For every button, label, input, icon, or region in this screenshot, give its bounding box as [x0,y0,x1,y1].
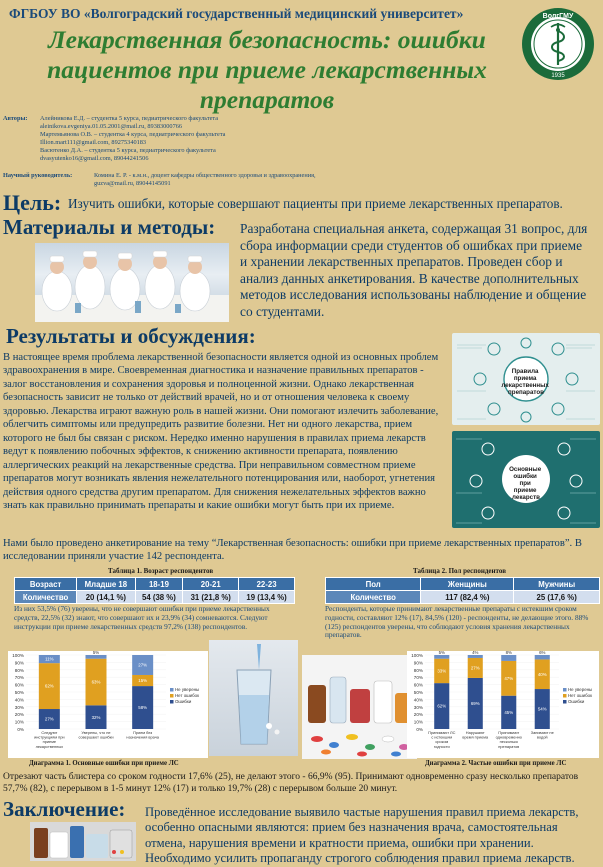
category-label: Принимают ЛС [428,730,456,735]
category-label: время приема [462,734,489,740]
table-cell: 25 (17,6 %) [514,591,600,604]
bar-value-label: 32% [91,714,101,720]
table-header-cell: Пол [326,578,421,591]
table-cell: Количество [15,591,77,604]
bar-value-label: 4% [472,651,479,655]
bar-value-label: 40% [537,671,547,677]
y-tick-label: 40% [14,697,24,703]
authors-block [3,115,523,171]
bar-value-label: 62% [44,683,54,689]
legend-label: Не уверены [568,687,593,692]
left-stats: Из них 53,5% (76) уверены, что не совершают ошибки при приеме лекарственных средств, 22,5% (32) знают, что совершают их и 23,9% (34) сомневаются. Следуют инструкции при приеме лекарственных средств 97,2% (138) респондентов. [14,604,270,631]
methods-line: анализ данных анкетирования. В качестве дополнительных [240,270,579,286]
supervisor-label: Научный руководитель: [3,172,73,179]
y-tick-label: 50% [413,690,423,695]
title-line: пациентов при приеме лекарственных [47,55,487,84]
bar-value-label: 5% [92,651,100,655]
table-cell: 19 (13,4 %) [239,591,295,604]
y-tick-label: 90% [14,660,24,666]
category-label: инструкциям при [34,734,65,740]
y-tick-label: 70% [14,675,24,681]
errors-infographic [452,431,600,528]
methods-text [240,221,600,321]
table-header-cell: 18-19 [135,578,183,591]
conclusion-text: Проведённое исследование выявило частые нарушения правил приема лекарств, особенно опасными являются: прием без назначения врача, самостоятельная отмена, нарушения времени и кратности приема, ошибки при хранении. Необходимо усилить пропаганду строгого соблюдения правил приема лекарств. [145,805,579,866]
methods-line: сбора информации среди студентов об ошибках при приеме [240,237,583,253]
bar-segment [535,655,550,659]
conclusion-heading: Заключение: [3,797,126,821]
y-tick-label: 100% [411,653,423,658]
author-line: dvasyutenko16@gmail.com, 89044241506 [40,154,149,162]
y-tick-label: 80% [413,667,423,673]
bar-value-label: 58% [138,705,148,711]
table-header-cell: Мужчины [514,578,600,591]
results-heading: Результаты и обсуждения: [6,324,256,348]
category-label: Следуют [41,730,58,735]
rules-infographic [452,333,600,425]
table-row [15,578,295,591]
author-line: aleinikova.evgeniya.01.05.2001@mail.ru, 89383000766 [40,122,183,130]
bar-value-label: 15% [138,678,148,684]
bar-value-label: 54% [537,706,547,712]
category-label: с истекшим [431,734,453,740]
pills-photo [302,655,417,759]
category-label: сроком [435,739,449,745]
supervisor-line: guzva@mail.ru, 89044145091 [94,179,171,187]
bar-value-label: 11% [45,656,54,662]
title-line: препаратов [199,85,335,114]
bar-value-label: 69% [470,701,480,707]
y-tick-label: 40% [413,697,423,703]
y-tick-label: 70% [413,675,423,681]
y-tick-label: 80% [14,667,24,673]
diagram1 [8,651,208,758]
university-logo [521,7,595,81]
diagram2 [407,651,599,758]
infographic1-title-line-3: лекарственных [501,382,549,389]
bar-value-label: 8% [505,651,512,655]
survey-text: Нами было проведено анкетирование на тему “Лекарственная безопасность: ошибки при приеме лекарственных препаратов”. В исследовании приняли участие 142 респондента. [3,538,582,562]
category-label: лекарственных [35,743,64,749]
diagram2-caption: Диаграмма 2. Частые ошибки при приеме ЛС [425,760,567,767]
author-line: Illion.mart111@gmail.com, 89275340183 [40,138,147,146]
table-header-cell: Младше 18 [77,578,135,591]
y-tick-label: 60% [413,682,423,688]
category-label: Принимают [498,730,520,735]
infographic1-title-line-4: препаратов [508,389,544,396]
category-label: совершают ошибки [78,734,114,740]
university-name: ФГБОУ ВО «Волгоградский государственный медицинский университет» [9,6,464,21]
bar-value-label: 62% [437,703,447,709]
right-stats: Респонденты, которые принимают лекарственные препараты с истекшим сроком годности, составляют 12% (17), 84,5% (120) - респонденты, не делающие этого. 88% (125) респондентов уверены, что соблюдают условия хранения лекарственных препаратов. [325,604,589,640]
bar-value-label: 27% [44,716,54,722]
category-label: водой [536,734,548,740]
y-tick-label: 30% [14,704,24,710]
bar-value-label: 33% [437,668,447,674]
goal-text: Изучить ошибки, которые совершают пациенты при приеме лекарственных препаратов. [68,196,563,211]
bar-value-label: 27% [138,662,148,668]
methods-line: со студентами. [240,303,325,319]
results-text: В настоящее время проблема лекарственной безопасности является одной из основных проблем здравоохранения в мире. Своевременная диагностика и назначение правильных препаратов - залог восстановления и сохранения здоровья и полноценной жизни. Однако лекарственная безопасность зависит не только от действий врачей, но и от отношения человека к своему здоровью. Лекарства играют важную роль в нашей жизни. Они помогают излечить заболевание, облегчить симптомы или предупредить развитие болезни. Нет ни одного лекарства, прием которого не был бы связан с риском. Нередко именно нарушения в правилах приема лекарств ведут к появлению побочных эффектов, к снижению активности препарата, появлению аллергических реакций на лекарственные средства. При неправильном совместном приеме препаратов могут возникать явления нежелательного потенцирования или, наоборот, угнетения действия одного средства другим препаратом. Для снижения нежелательных эффектов важно знать как правильно принимать препараты и какие ошибки могут быть при их приеме. [3,352,439,511]
bar-value-label: 45% [504,709,514,715]
legend-swatch [170,700,174,704]
bar-value-label: 27% [470,665,480,671]
logo-text-bottom: 1935 [551,73,565,79]
y-tick-label: 20% [413,712,423,718]
bar-value-label: 47% [504,675,514,681]
y-tick-label: 0% [416,727,423,732]
y-tick-label: 100% [12,653,24,658]
infographic1-title-line-1: Правила [511,368,539,375]
table-cell: Количество [326,591,421,604]
table-cell: 54 (38 %) [135,591,183,604]
y-tick-label: 20% [14,712,24,718]
y-tick-label: 30% [413,704,423,710]
category-label: несколько [499,739,518,745]
title-line: Лекарственная безопасность: ошибки [48,25,486,54]
diagram2-chart [407,651,599,758]
legend-swatch [170,694,174,698]
table-header-cell: Возраст [15,578,77,591]
category-label: Прием без [133,730,153,735]
bar-value-label: 63% [91,679,101,685]
infographic1-title-line-2: приема [513,375,537,382]
legend-swatch [563,688,567,692]
supervisor-block [3,172,523,190]
y-tick-label: 60% [14,682,24,688]
methods-heading: Материалы и методы: [3,215,216,239]
table-row [15,591,295,604]
table-row [326,591,600,604]
table-row [326,578,600,591]
legend-label: Нет ошибок [568,693,592,698]
table-header-cell: 20-21 [183,578,239,591]
diagram1-chart [8,651,208,758]
bar-value-label: 5% [438,651,445,655]
table2-caption: Таблица 2. Пол респондентов [413,567,506,575]
legend-swatch [170,688,174,692]
medicine-photo [30,822,136,861]
y-tick-label: 90% [413,660,423,666]
bottom-stats: Отрезают часть блистера со сроком годности 17,6% (25), не делают этого - 66,9% (95). Принимают одновременно сразу несколько препаратов 57,7% (82), с перерывом в 1-5 минут 12% (17) и только 19,7% (28) с перерывом больше 20 минут. [3,772,579,794]
table1-caption: Таблица 1. Возраст респондентов [108,567,214,575]
y-tick-label: 10% [14,719,24,725]
logo-text-top: ВолгГМУ [542,13,574,20]
category-label: Уверены, что не [81,730,111,735]
category-label: одновременно [495,734,522,740]
legend-label: Нет ошибок [175,693,199,698]
water-glass-photo [209,640,298,756]
category-label: Запивают не [530,730,554,735]
supervisor-line: Комина Е. Р. - к.м.н., доцент кафедры общественного здоровья и здравоохранения, [94,172,316,179]
bar-segment [468,655,483,658]
table-header-cell: 22-23 [239,578,295,591]
legend-label: Ошибки [175,699,192,704]
category-label: приеме [42,739,57,745]
legend-swatch [563,694,567,698]
y-tick-label: 10% [413,719,423,725]
y-tick-label: 0% [17,727,24,732]
methods-line: и хранении лекарственных препаратов. Проведен сбор и [240,254,563,270]
bar-segment [86,655,107,659]
author-line: Мартемьянова О.В. – студентка 4 курса, педиатрического факультета [40,130,226,138]
methods-line: Разработана специальная анкета, содержащая 31 вопрос, для [240,221,588,236]
table-header-cell: Женщины [421,578,514,591]
bar-value-label: 6% [539,651,546,655]
authors-label: Авторы: [3,115,28,122]
category-label: назначения врача [126,734,159,740]
legend-swatch [563,700,567,704]
gender-table [325,577,600,604]
category-label: Нарушают [465,730,485,735]
bar-segment [501,655,516,661]
legend-label: Не уверены [175,687,200,692]
category-label: годности [433,743,450,749]
category-label: препаратов [498,743,520,749]
table-cell: 117 (82,4 %) [421,591,514,604]
author-line: Васютенко Д.А. – студентка 5 курса, педиатрического факультета [40,146,216,154]
table-cell: 20 (14,1 %) [77,591,135,604]
poster-title [14,25,520,115]
y-tick-label: 50% [14,690,24,695]
legend-label: Ошибки [568,699,585,704]
bar-segment [434,655,449,659]
table-cell: 31 (21,8 %) [183,591,239,604]
students-photo [35,243,229,322]
diagram1-caption: Диаграмма 1. Основные ошибки при приеме ЛС [29,760,179,767]
methods-line: методов исследования использованы наблюдение и общение [240,287,587,303]
age-table [14,577,295,604]
goal-heading: Цель: [3,190,62,215]
svg-text:Основные ошибки пр: Основные ошибки при приеме лекарств [509,466,542,501]
author-line: Алейникова Е.Д. – студентка 5 курса, педиатрического факультета [40,115,219,122]
